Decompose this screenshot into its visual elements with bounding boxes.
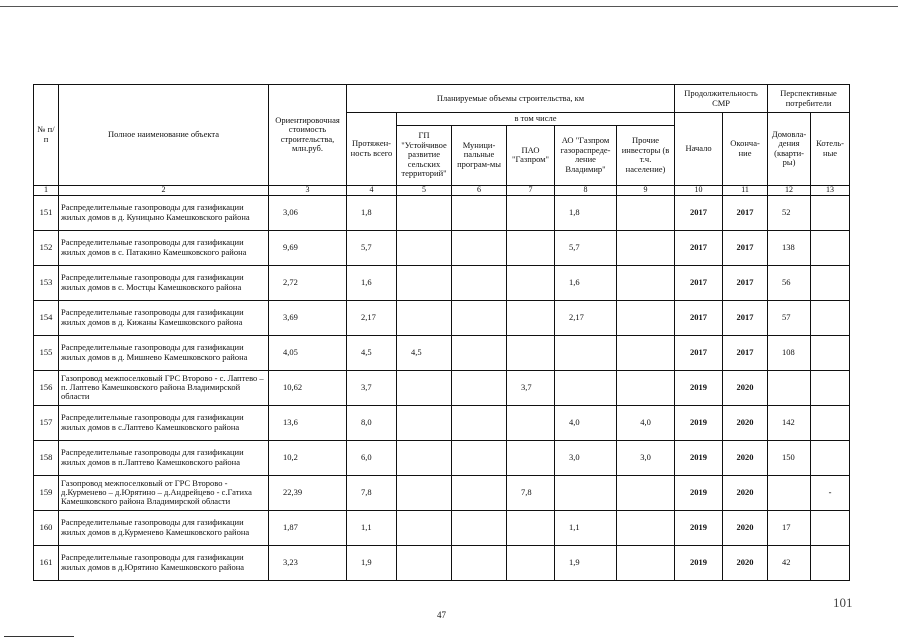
start-year-cell: 2017 (675, 335, 723, 370)
gp-cell (397, 370, 452, 405)
row-number-cell: 156 (34, 370, 59, 405)
row-number-cell: 161 (34, 545, 59, 580)
header-municipal: Муници-пальные програм-мы (452, 125, 507, 185)
total-length-cell: 3,7 (347, 370, 397, 405)
ao-gazprom-cell (555, 475, 617, 510)
other-investors-cell (617, 195, 675, 230)
municipal-cell (452, 265, 507, 300)
start-year-cell: 2019 (675, 545, 723, 580)
households-cell (768, 370, 811, 405)
other-investors-cell (617, 265, 675, 300)
header-gp: ГП "Устойчивое развитие сельских территорий" (397, 125, 452, 185)
col-index: 8 (555, 185, 617, 195)
cost-cell: 10,62 (269, 370, 347, 405)
object-name-cell: Распределительные газопроводы для газификации жилых домов в д. Куницыно Камешковского района (59, 195, 269, 230)
end-year-cell: 2020 (723, 545, 768, 580)
households-cell: 57 (768, 300, 811, 335)
boilers-cell (811, 265, 850, 300)
municipal-cell (452, 300, 507, 335)
total-length-cell: 8,0 (347, 405, 397, 440)
col-index: 6 (452, 185, 507, 195)
pao-gazprom-cell (507, 335, 555, 370)
boilers-cell (811, 230, 850, 265)
gp-cell (397, 195, 452, 230)
boilers-cell (811, 405, 850, 440)
start-year-cell: 2019 (675, 475, 723, 510)
pao-gazprom-cell (507, 195, 555, 230)
end-year-cell: 2020 (723, 510, 768, 545)
table-row (34, 265, 850, 300)
total-length-cell: 7,8 (347, 475, 397, 510)
row-number-cell: 158 (34, 440, 59, 475)
row-number-cell: 157 (34, 405, 59, 440)
end-year-cell: 2020 (723, 370, 768, 405)
cost-cell: 3,23 (269, 545, 347, 580)
ao-gazprom-cell: 2,17 (555, 300, 617, 335)
header-planned: Планируемые объемы строительства, км (347, 85, 675, 113)
col-index: 10 (675, 185, 723, 195)
pao-gazprom-cell (507, 300, 555, 335)
boilers-cell (811, 440, 850, 475)
municipal-cell (452, 510, 507, 545)
total-length-cell: 1,9 (347, 545, 397, 580)
other-investors-cell (617, 370, 675, 405)
gp-cell: 4,5 (397, 335, 452, 370)
ao-gazprom-cell (555, 335, 617, 370)
header-incl: в том числе (397, 113, 675, 126)
top-rule (0, 6, 898, 7)
table-row (34, 195, 850, 230)
object-name-cell: Распределительные газопроводы для газификации жилых домов в с. Патакино Камешковского района (59, 230, 269, 265)
end-year-cell: 2017 (723, 265, 768, 300)
cost-cell: 1,87 (269, 510, 347, 545)
gp-cell (397, 440, 452, 475)
cost-cell: 2,72 (269, 265, 347, 300)
gp-cell (397, 405, 452, 440)
end-year-cell: 2020 (723, 475, 768, 510)
end-year-cell: 2017 (723, 335, 768, 370)
col-index: 2 (59, 185, 269, 195)
row-number-cell: 160 (34, 510, 59, 545)
table-row (34, 475, 850, 510)
table-row (34, 405, 850, 440)
row-number-cell: 153 (34, 265, 59, 300)
end-year-cell: 2017 (723, 230, 768, 265)
page-number: 47 (437, 610, 446, 620)
ao-gazprom-cell: 1,1 (555, 510, 617, 545)
pao-gazprom-cell: 7,8 (507, 475, 555, 510)
gp-cell (397, 475, 452, 510)
other-investors-cell (617, 475, 675, 510)
municipal-cell (452, 195, 507, 230)
col-index: 3 (269, 185, 347, 195)
end-year-cell: 2020 (723, 440, 768, 475)
gp-cell (397, 300, 452, 335)
header-num: № п/п (34, 85, 59, 186)
row-number-cell: 152 (34, 230, 59, 265)
row-number-cell: 155 (34, 335, 59, 370)
cost-cell: 3,69 (269, 300, 347, 335)
start-year-cell: 2019 (675, 440, 723, 475)
pao-gazprom-cell (507, 405, 555, 440)
other-investors-cell (617, 545, 675, 580)
header-pao: ПАО "Газпром" (507, 125, 555, 185)
row-number-cell: 154 (34, 300, 59, 335)
pao-gazprom-cell (507, 440, 555, 475)
municipal-cell (452, 440, 507, 475)
municipal-cell (452, 405, 507, 440)
boilers-cell: - (811, 475, 850, 510)
header-duration: Продолжительность СМР (675, 85, 768, 113)
households-cell: 42 (768, 545, 811, 580)
total-length-cell: 6,0 (347, 440, 397, 475)
table-row (34, 300, 850, 335)
cost-cell: 10,2 (269, 440, 347, 475)
header-length: Протяжен-ность всего (347, 113, 397, 186)
cost-cell: 13,6 (269, 405, 347, 440)
table-row (34, 370, 850, 405)
boilers-cell (811, 545, 850, 580)
table-row (34, 335, 850, 370)
total-length-cell: 1,1 (347, 510, 397, 545)
row-number-cell: 159 (34, 475, 59, 510)
end-year-cell: 2020 (723, 405, 768, 440)
object-name-cell: Распределительные газопроводы для газификации жилых домов в д. Кижаны Камешковского района (59, 300, 269, 335)
gp-cell (397, 510, 452, 545)
other-investors-cell (617, 300, 675, 335)
ao-gazprom-cell (555, 370, 617, 405)
sheet-number: 101 (833, 595, 853, 610)
header-boilers: Котель-ные (811, 113, 850, 186)
object-name-cell: Распределительные газопроводы для газификации жилых домов в с. Мостцы Камешковского района (59, 265, 269, 300)
header-other: Прочие инвесторы (в т.ч. население) (617, 125, 675, 185)
col-index: 1 (34, 185, 59, 195)
ao-gazprom-cell: 1,8 (555, 195, 617, 230)
gp-cell (397, 545, 452, 580)
households-cell: 52 (768, 195, 811, 230)
table-row (34, 440, 850, 475)
gp-cell (397, 265, 452, 300)
object-name-cell: Распределительные газопроводы для газификации жилых домов в д.Курменево Камешковского района (59, 510, 269, 545)
object-name-cell: Газопровод межпоселковый от ГРС Второво - д.Курменево – д.Юрятино – д.Андрейцево - с.Гатиха Камешковского района Владимирской области (59, 475, 269, 510)
col-index: 13 (811, 185, 850, 195)
table-row (34, 545, 850, 580)
header-ao: АО "Газпром газораспреде-ление Владимир" (555, 125, 617, 185)
municipal-cell (452, 545, 507, 580)
table-row (34, 510, 850, 545)
header-name: Полное наименование объекта (59, 85, 269, 186)
total-length-cell: 2,17 (347, 300, 397, 335)
boilers-cell (811, 335, 850, 370)
col-index: 12 (768, 185, 811, 195)
pao-gazprom-cell (507, 545, 555, 580)
households-cell: 142 (768, 405, 811, 440)
ao-gazprom-cell: 1,9 (555, 545, 617, 580)
end-year-cell: 2017 (723, 300, 768, 335)
households-cell: 108 (768, 335, 811, 370)
other-investors-cell (617, 230, 675, 265)
ao-gazprom-cell: 4,0 (555, 405, 617, 440)
boilers-cell (811, 195, 850, 230)
other-investors-cell (617, 335, 675, 370)
pao-gazprom-cell (507, 230, 555, 265)
column-index-row (34, 185, 850, 195)
start-year-cell: 2019 (675, 405, 723, 440)
ao-gazprom-cell: 5,7 (555, 230, 617, 265)
boilers-cell (811, 370, 850, 405)
municipal-cell (452, 370, 507, 405)
object-name-cell: Распределительные газопроводы для газификации жилых домов в с.Лаптево Камешковского района (59, 405, 269, 440)
other-investors-cell (617, 510, 675, 545)
start-year-cell: 2019 (675, 510, 723, 545)
start-year-cell: 2017 (675, 230, 723, 265)
col-index: 7 (507, 185, 555, 195)
header-end: Оконча-ние (723, 113, 768, 186)
cost-cell: 9,69 (269, 230, 347, 265)
start-year-cell: 2019 (675, 370, 723, 405)
ao-gazprom-cell: 1,6 (555, 265, 617, 300)
households-cell (768, 475, 811, 510)
header-start: Начало (675, 113, 723, 186)
gp-cell (397, 230, 452, 265)
total-length-cell: 4,5 (347, 335, 397, 370)
end-year-cell: 2017 (723, 195, 768, 230)
object-name-cell: Распределительные газопроводы для газификации жилых домов в д. Мишнево Камешковского района (59, 335, 269, 370)
object-name-cell: Распределительные газопроводы для газификации жилых домов в д.Юрятино Камешковского района (59, 545, 269, 580)
pao-gazprom-cell: 3,7 (507, 370, 555, 405)
cost-cell: 22,39 (269, 475, 347, 510)
bottom-rule (4, 636, 74, 637)
col-index: 4 (347, 185, 397, 195)
households-cell: 17 (768, 510, 811, 545)
object-name-cell: Газопровод межпоселковый ГРС Второво - с. Лаптево – п. Лаптево Камешковского района Владимирской области (59, 370, 269, 405)
households-cell: 138 (768, 230, 811, 265)
municipal-cell (452, 475, 507, 510)
col-index: 5 (397, 185, 452, 195)
header-houses: Домовла-дения (кварти-ры) (768, 113, 811, 186)
municipal-cell (452, 335, 507, 370)
households-cell: 150 (768, 440, 811, 475)
cost-cell: 4,05 (269, 335, 347, 370)
other-investors-cell: 4,0 (617, 405, 675, 440)
municipal-cell (452, 230, 507, 265)
col-index: 11 (723, 185, 768, 195)
other-investors-cell: 3,0 (617, 440, 675, 475)
pao-gazprom-cell (507, 265, 555, 300)
cost-cell: 3,06 (269, 195, 347, 230)
total-length-cell: 1,8 (347, 195, 397, 230)
pao-gazprom-cell (507, 510, 555, 545)
start-year-cell: 2017 (675, 265, 723, 300)
total-length-cell: 5,7 (347, 230, 397, 265)
gasification-table (33, 84, 850, 581)
start-year-cell: 2017 (675, 300, 723, 335)
header-cost: Ориентировочная стоимость строительства, млн.руб. (269, 85, 347, 186)
header-prospective: Перспективные потребители (768, 85, 850, 113)
col-index: 9 (617, 185, 675, 195)
object-name-cell: Распределительные газопроводы для газификации жилых домов в п.Лаптево Камешковского района (59, 440, 269, 475)
table-row (34, 230, 850, 265)
boilers-cell (811, 300, 850, 335)
households-cell: 56 (768, 265, 811, 300)
boilers-cell (811, 510, 850, 545)
ao-gazprom-cell: 3,0 (555, 440, 617, 475)
start-year-cell: 2017 (675, 195, 723, 230)
total-length-cell: 1,6 (347, 265, 397, 300)
row-number-cell: 151 (34, 195, 59, 230)
